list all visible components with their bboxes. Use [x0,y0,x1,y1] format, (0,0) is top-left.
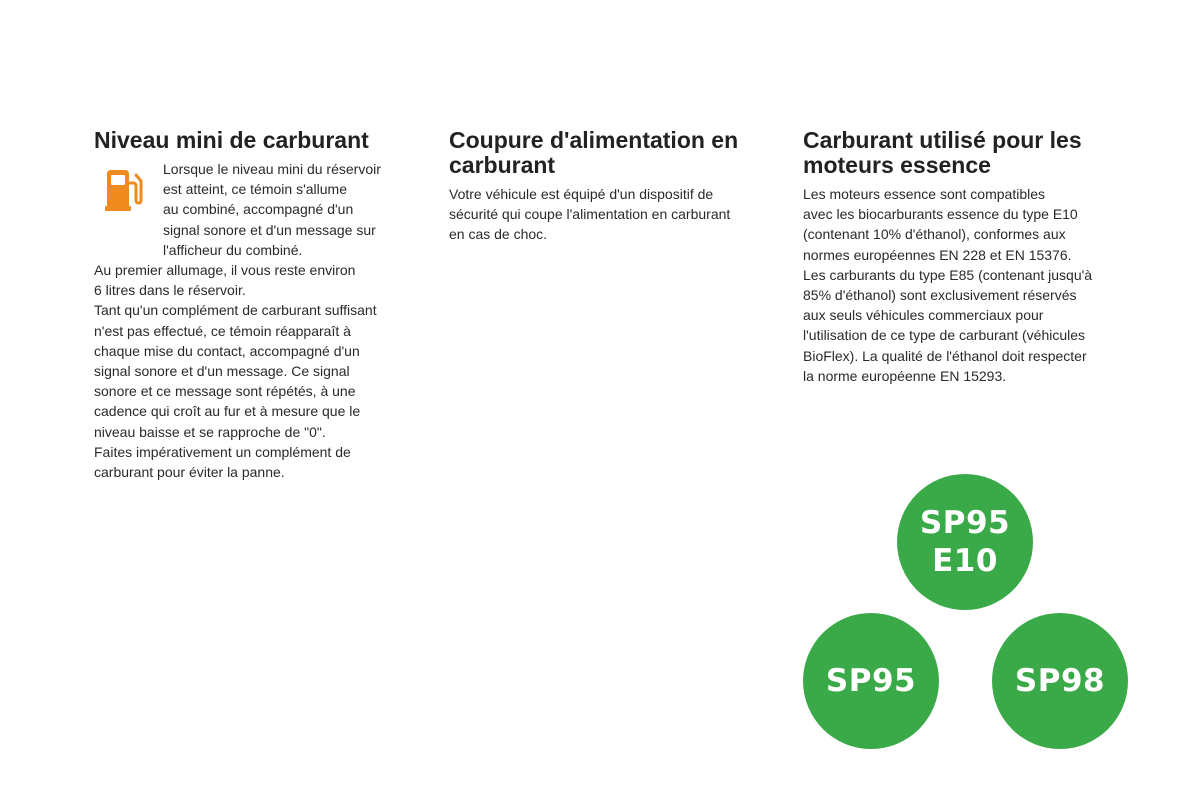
fuel-cutoff-heading: Coupure d'alimentation en carburant [449,127,739,178]
petrol-fuel-section [803,126,1133,386]
sp95-badge-label: SP95 [825,663,917,699]
sp95-e10-badge-line2: E10 [932,543,998,579]
low-fuel-heading: Niveau mini de carburant [94,127,369,153]
low-fuel-warning-block [94,159,416,260]
sp98-badge [992,613,1128,749]
sp95-badge [803,613,939,749]
petrol-fuel-heading: Carburant utilisé pour les moteurs essence [803,127,1082,178]
fuel-cutoff-section [449,126,771,245]
fuel-cutoff-body-text: Votre véhicule est équipé d'un dispositif de sécurité qui coupe l'alimentation en carburant en cas de choc. [449,186,731,243]
low-fuel-intro-text: Lorsque le niveau mini du réservoir est atteint, ce témoin s'allume au combiné, accompagné d'un signal sonore et d'un message sur l'afficheur du combiné. [163,161,381,258]
fuel-pump-icon [104,169,144,211]
sp98-badge-label: SP98 [1014,663,1106,699]
sp95-e10-badge [897,474,1033,610]
petrol-fuel-body-text: Les moteurs essence sont compatibles avec les biocarburants essence du type E10 (contenant 10% d'éthanol), conformes aux normes européennes EN 228 et EN 15376. Les carburants du type E85 (contenant jusqu'à 85% d'éthanol) sont exclusivement réservés aux seuls véhicules commerciaux pour l'utilisation de ce type de carburant (véhicules BioFlex). La qualité de l'éthanol doit respecter la norme européenne EN 15293. [803,186,1093,384]
sp95-e10-badge-line1: SP95 [919,505,1011,541]
low-fuel-body-text: Au premier allumage, il vous reste environ 6 litres dans le réservoir. Tant qu'un complément de carburant suffisant n'est pas effectué, ce témoin réapparaît à chaque mise du contact, accompagné d'un signal sonore et d'un message. Ce signal sonore et ce message sont répétés, à une cadence qui croît au fur et à mesure que le niveau baisse et se rapproche de "0". Faites impérativement un complément de carburant pour éviter la panne. [94,262,377,481]
low-fuel-section [94,126,416,482]
